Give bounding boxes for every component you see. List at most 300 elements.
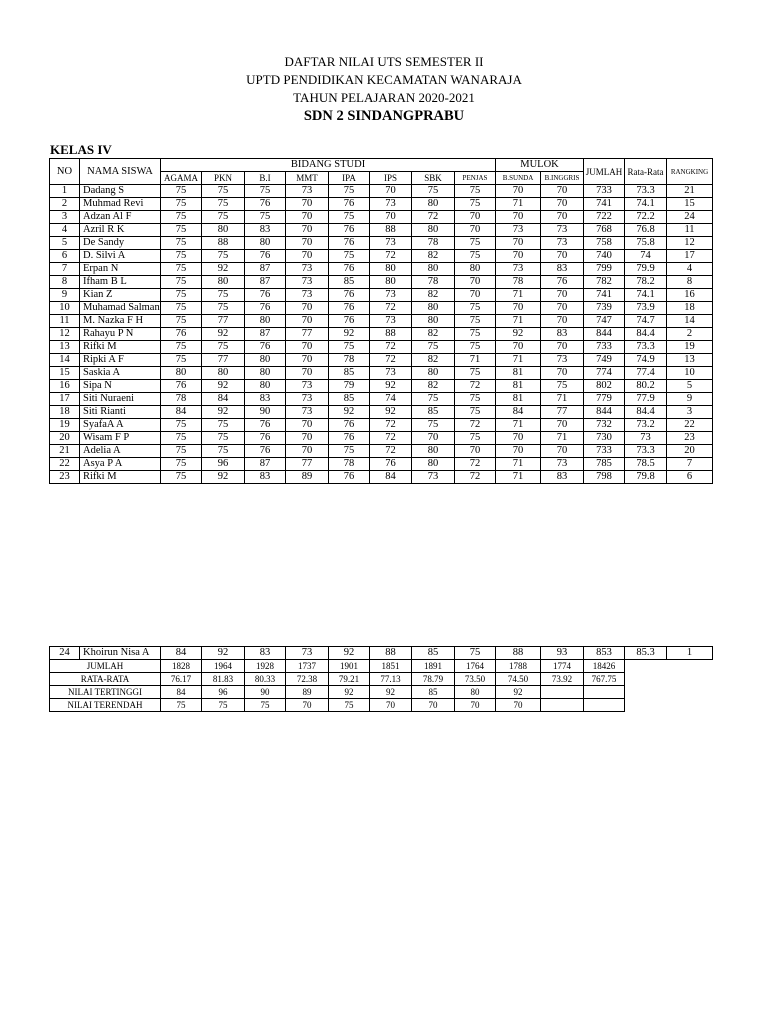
table-cell: 70 xyxy=(496,302,541,315)
table-cell: 75 xyxy=(245,185,286,198)
table-cell: 83 xyxy=(541,328,584,341)
table-cell: 9 xyxy=(50,289,80,302)
table-cell: 75 xyxy=(202,419,245,432)
table-row xyxy=(50,393,713,406)
table-cell: 6 xyxy=(50,250,80,263)
table-cell: 8 xyxy=(667,276,713,289)
table-cell: 75 xyxy=(412,185,455,198)
student-name: Khoirun Nisa A xyxy=(80,647,161,660)
table-cell: 75 xyxy=(161,432,202,445)
table-cell: 14 xyxy=(667,315,713,328)
table-cell: 80 xyxy=(412,445,455,458)
table-cell: 92 xyxy=(202,263,245,276)
table-cell: 75 xyxy=(161,445,202,458)
summary-cell xyxy=(584,686,625,699)
table-row xyxy=(50,380,713,393)
table-cell: 70 xyxy=(412,432,455,445)
table-cell: 82 xyxy=(412,354,455,367)
summary-cell: 73.50 xyxy=(455,673,496,686)
table-cell: 768 xyxy=(584,224,625,237)
table-cell: 24 xyxy=(667,211,713,224)
summary-row xyxy=(50,699,713,712)
table-cell: 73 xyxy=(286,263,329,276)
summary-cell: 1828 xyxy=(161,660,202,673)
table-cell: 732 xyxy=(584,419,625,432)
table-cell: 75 xyxy=(202,211,245,224)
table-cell: 87 xyxy=(245,458,286,471)
table-cell: 96 xyxy=(202,458,245,471)
table-cell: 88 xyxy=(202,237,245,250)
table-cell: 87 xyxy=(245,328,286,341)
table-cell: 4 xyxy=(50,224,80,237)
table-cell: 15 xyxy=(667,198,713,211)
table-cell: 70 xyxy=(541,419,584,432)
table-row xyxy=(50,458,713,471)
table-row xyxy=(50,250,713,263)
table-cell: 83 xyxy=(245,224,286,237)
table-cell: 77 xyxy=(202,354,245,367)
table-cell: 10 xyxy=(50,302,80,315)
header-subject-bsunda: B.SUNDA xyxy=(496,172,541,185)
header-subject-agama: AGAMA xyxy=(161,172,202,185)
table-cell: 733 xyxy=(584,445,625,458)
table-row xyxy=(50,315,713,328)
table-cell: 75 xyxy=(245,211,286,224)
table-cell: 18 xyxy=(50,406,80,419)
table-cell: 75 xyxy=(202,302,245,315)
table-cell: 80 xyxy=(245,354,286,367)
empty-cell xyxy=(667,686,713,699)
school-name: SDN 2 SINDANGPRABU xyxy=(303,108,465,124)
table-cell: 73 xyxy=(370,315,412,328)
table-cell: 76 xyxy=(370,458,412,471)
header-subject-bi: B.I xyxy=(245,172,286,185)
student-name: De Sandy xyxy=(80,237,161,250)
table-cell: 76 xyxy=(329,237,370,250)
table-cell: 72 xyxy=(370,432,412,445)
summary-cell: 1788 xyxy=(496,660,541,673)
table-cell: 81 xyxy=(496,380,541,393)
title-line-1: DAFTAR NILAI UTS SEMESTER II xyxy=(284,54,484,69)
table-cell: 75 xyxy=(412,341,455,354)
table-cell: 73.2 xyxy=(625,419,667,432)
summary-cell: 1964 xyxy=(202,660,245,673)
table-cell: 71 xyxy=(496,471,541,484)
table-cell: 22 xyxy=(50,458,80,471)
table-cell: 733 xyxy=(584,185,625,198)
table-cell: 90 xyxy=(245,406,286,419)
table-cell: 18 xyxy=(667,302,713,315)
table-cell: 75 xyxy=(161,250,202,263)
header-jumlah: JUMLAH xyxy=(584,159,625,185)
empty-cell xyxy=(667,699,713,712)
empty-cell xyxy=(667,673,713,686)
table-cell: 70 xyxy=(286,367,329,380)
table-cell: 74.9 xyxy=(625,354,667,367)
summary-cell: 74.50 xyxy=(496,673,541,686)
student-name: Rifki M xyxy=(80,341,161,354)
table-cell: 73 xyxy=(286,406,329,419)
table-cell: 70 xyxy=(286,224,329,237)
table-cell: 92 xyxy=(370,380,412,393)
table-cell: 73 xyxy=(286,289,329,302)
table-cell: 13 xyxy=(667,354,713,367)
table-cell: 75 xyxy=(161,302,202,315)
table-cell: 80 xyxy=(370,263,412,276)
header-subject-penjas: PENJAS xyxy=(455,172,496,185)
table-cell: 70 xyxy=(496,341,541,354)
table-cell: 70 xyxy=(286,419,329,432)
table-cell: 75 xyxy=(541,380,584,393)
table-cell: 747 xyxy=(584,315,625,328)
table-cell: 81 xyxy=(496,393,541,406)
table-cell: 21 xyxy=(667,185,713,198)
table-cell: 774 xyxy=(584,367,625,380)
table-cell: 85.3 xyxy=(625,647,667,660)
table-cell: 21 xyxy=(50,445,80,458)
table-cell: 70 xyxy=(541,315,584,328)
title-line-2: UPTD PENDIDIKAN KECAMATAN WANARAJA xyxy=(246,72,522,87)
summary-cell: 75 xyxy=(245,699,286,712)
table-cell: 76 xyxy=(245,289,286,302)
table-cell: 71 xyxy=(541,393,584,406)
table-cell: 798 xyxy=(584,471,625,484)
student-name: M. Nazka F H xyxy=(80,315,161,328)
student-name: Adelia A xyxy=(80,445,161,458)
table-cell: 73 xyxy=(541,237,584,250)
table-cell: 73.3 xyxy=(625,445,667,458)
table-cell: 71 xyxy=(496,419,541,432)
table-cell: 70 xyxy=(541,211,584,224)
table-cell: 70 xyxy=(496,185,541,198)
table-cell: 75 xyxy=(161,289,202,302)
table-cell: 19 xyxy=(667,341,713,354)
table-cell: 9 xyxy=(667,393,713,406)
table-cell: 70 xyxy=(541,250,584,263)
student-name: D. Silvi A xyxy=(80,250,161,263)
summary-cell xyxy=(584,699,625,712)
student-name: Kian Z xyxy=(80,289,161,302)
table-cell: 70 xyxy=(455,224,496,237)
student-name: Erpan N xyxy=(80,263,161,276)
table-cell: 82 xyxy=(412,289,455,302)
table-cell: 733 xyxy=(584,341,625,354)
table-cell: 80 xyxy=(412,315,455,328)
table-cell: 92 xyxy=(202,471,245,484)
table-cell: 71 xyxy=(496,354,541,367)
student-name: Wisam F P xyxy=(80,432,161,445)
table-cell: 73 xyxy=(370,289,412,302)
summary-cell: 79.21 xyxy=(329,673,370,686)
class-label: KELAS IV xyxy=(50,142,112,157)
table-cell: 72 xyxy=(370,302,412,315)
table-cell: 76 xyxy=(245,250,286,263)
table-cell: 76 xyxy=(245,198,286,211)
table-cell: 76 xyxy=(245,341,286,354)
table-cell: 75 xyxy=(161,237,202,250)
table-cell: 77 xyxy=(202,315,245,328)
table-cell: 80 xyxy=(412,224,455,237)
table-cell: 76 xyxy=(329,289,370,302)
table-cell: 77.4 xyxy=(625,367,667,380)
table-cell: 70 xyxy=(455,276,496,289)
header-subject-ipa: IPA xyxy=(329,172,370,185)
summary-cell: 767.75 xyxy=(584,673,625,686)
table-cell: 72 xyxy=(370,354,412,367)
table-cell: 70 xyxy=(541,198,584,211)
table-cell: 75 xyxy=(161,419,202,432)
summary-cell: 1774 xyxy=(541,660,584,673)
table-cell: 83 xyxy=(245,471,286,484)
table-cell: 82 xyxy=(412,380,455,393)
table-cell: 76 xyxy=(329,315,370,328)
empty-cell xyxy=(667,660,713,673)
table-cell: 82 xyxy=(412,328,455,341)
table-cell: 70 xyxy=(496,445,541,458)
table-cell: 72 xyxy=(370,445,412,458)
table-cell: 749 xyxy=(584,354,625,367)
table-cell: 75 xyxy=(161,198,202,211)
table-row xyxy=(50,263,713,276)
table-cell: 79.9 xyxy=(625,263,667,276)
table-cell: 85 xyxy=(329,393,370,406)
table-cell: 76 xyxy=(161,380,202,393)
table-cell: 844 xyxy=(584,406,625,419)
table-cell: 80 xyxy=(412,367,455,380)
table-cell: 75 xyxy=(455,198,496,211)
table-cell: 80 xyxy=(202,224,245,237)
table-cell: 7 xyxy=(50,263,80,276)
summary-cell xyxy=(541,699,584,712)
table-cell: 16 xyxy=(50,380,80,393)
summary-cell: 1928 xyxy=(245,660,286,673)
table-cell: 92 xyxy=(202,406,245,419)
header-subject-binggris: B.INGGRIS xyxy=(541,172,584,185)
header-bidang-studi: BIDANG STUDI xyxy=(161,159,496,172)
table-row xyxy=(50,211,713,224)
table-cell: 76 xyxy=(161,328,202,341)
summary-cell: 1851 xyxy=(370,660,412,673)
summary-cell: 84 xyxy=(161,686,202,699)
table-cell: 76 xyxy=(329,224,370,237)
table-cell: 76 xyxy=(329,302,370,315)
table-cell: 78 xyxy=(329,354,370,367)
table-cell: 70 xyxy=(541,367,584,380)
summary-cell: 18426 xyxy=(584,660,625,673)
table-cell: 70 xyxy=(286,432,329,445)
header-rata-rata: Rata-Rata xyxy=(625,159,667,185)
table-cell: 76 xyxy=(329,471,370,484)
header-rangking: RANGKING xyxy=(667,159,713,185)
summary-cell: 1764 xyxy=(455,660,496,673)
table-cell: 80 xyxy=(370,276,412,289)
table-cell: 88 xyxy=(370,224,412,237)
table-cell: 87 xyxy=(245,276,286,289)
table-cell: 72 xyxy=(370,250,412,263)
table-cell: 80 xyxy=(245,367,286,380)
table-cell: 741 xyxy=(584,198,625,211)
table-cell: 73 xyxy=(496,224,541,237)
summary-cell: 1901 xyxy=(329,660,370,673)
table-row xyxy=(50,198,713,211)
table-cell: 73 xyxy=(286,393,329,406)
empty-cell xyxy=(625,660,667,673)
table-cell: 75 xyxy=(412,393,455,406)
table-cell: 2 xyxy=(50,198,80,211)
summary-cell: 96 xyxy=(202,686,245,699)
table-cell: 70 xyxy=(286,302,329,315)
table-cell: 2 xyxy=(667,328,713,341)
table-cell: 16 xyxy=(667,289,713,302)
summary-cell: 76.17 xyxy=(161,673,202,686)
table-cell: 75 xyxy=(202,432,245,445)
table-cell: 70 xyxy=(286,250,329,263)
summary-cell: 80.33 xyxy=(245,673,286,686)
summary-row xyxy=(50,673,713,686)
table-cell: 92 xyxy=(202,647,245,660)
table-cell: 75 xyxy=(455,315,496,328)
summary-cell: 70 xyxy=(286,699,329,712)
table-cell: 799 xyxy=(584,263,625,276)
table-cell: 75 xyxy=(455,432,496,445)
summary-label: JUMLAH xyxy=(50,660,161,673)
summary-cell: 85 xyxy=(412,686,455,699)
table-cell: 76 xyxy=(541,276,584,289)
table-cell: 82 xyxy=(412,250,455,263)
table-cell: 73.3 xyxy=(625,341,667,354)
table-cell: 75 xyxy=(329,250,370,263)
table-cell: 76 xyxy=(245,445,286,458)
table-cell: 722 xyxy=(584,211,625,224)
table-cell: 75 xyxy=(329,185,370,198)
table-row xyxy=(50,367,713,380)
empty-cell xyxy=(625,673,667,686)
table-cell: 80 xyxy=(412,263,455,276)
table-cell: 88 xyxy=(370,647,412,660)
table-cell: 83 xyxy=(541,263,584,276)
table-cell: 72 xyxy=(455,419,496,432)
table-cell: 75 xyxy=(329,211,370,224)
table-cell: 17 xyxy=(50,393,80,406)
table-cell: 73 xyxy=(496,263,541,276)
summary-cell: 70 xyxy=(496,699,541,712)
table-cell: 844 xyxy=(584,328,625,341)
table-cell: 80 xyxy=(202,367,245,380)
table-cell: 75 xyxy=(455,302,496,315)
table-cell: 73 xyxy=(541,224,584,237)
summary-cell: 75 xyxy=(329,699,370,712)
table-cell: 72.2 xyxy=(625,211,667,224)
table-cell: 84.4 xyxy=(625,328,667,341)
table-cell: 70 xyxy=(496,237,541,250)
table-cell: 73 xyxy=(412,471,455,484)
table-row xyxy=(50,328,713,341)
table-cell: 73 xyxy=(286,276,329,289)
summary-row xyxy=(50,686,713,699)
table-cell: 88 xyxy=(370,328,412,341)
table-cell: 75 xyxy=(455,250,496,263)
table-cell: 74.1 xyxy=(625,289,667,302)
table-cell: 75 xyxy=(161,471,202,484)
table-cell: 5 xyxy=(50,237,80,250)
student-name: Siti Nuraeni xyxy=(80,393,161,406)
table-cell: 72 xyxy=(455,380,496,393)
student-name: Saskia A xyxy=(80,367,161,380)
table-cell: 74.7 xyxy=(625,315,667,328)
table-cell: 11 xyxy=(667,224,713,237)
summary-cell: 92 xyxy=(370,686,412,699)
table-cell: 75 xyxy=(161,315,202,328)
table-cell: 71 xyxy=(541,432,584,445)
table-cell: 3 xyxy=(667,406,713,419)
table-cell: 11 xyxy=(50,315,80,328)
empty-cell xyxy=(625,699,667,712)
table-cell: 24 xyxy=(50,647,80,660)
summary-cell: 81.83 xyxy=(202,673,245,686)
table-cell: 92 xyxy=(202,380,245,393)
table-cell: 740 xyxy=(584,250,625,263)
table-cell: 10 xyxy=(667,367,713,380)
table-cell: 72 xyxy=(370,341,412,354)
table-cell: 75.8 xyxy=(625,237,667,250)
student-name: SyafaA A xyxy=(80,419,161,432)
table-row xyxy=(50,354,713,367)
table-cell: 75 xyxy=(161,263,202,276)
table-cell: 730 xyxy=(584,432,625,445)
student-name: Muhmad Revi xyxy=(80,198,161,211)
table-row xyxy=(50,289,713,302)
table-row xyxy=(50,341,713,354)
table-cell: 80 xyxy=(245,380,286,393)
summary-cell: 72.38 xyxy=(286,673,329,686)
table-cell: 75 xyxy=(202,185,245,198)
summary-cell: 77.13 xyxy=(370,673,412,686)
student-name: Ifham B L xyxy=(80,276,161,289)
table-cell: 77 xyxy=(286,458,329,471)
summary-table xyxy=(49,646,713,712)
table-cell: 785 xyxy=(584,458,625,471)
table-cell: 758 xyxy=(584,237,625,250)
table-cell: 72 xyxy=(370,419,412,432)
summary-cell: 1891 xyxy=(412,660,455,673)
table-cell: 75 xyxy=(455,328,496,341)
table-row xyxy=(50,185,713,198)
table-cell: 70 xyxy=(455,289,496,302)
table-cell: 75 xyxy=(455,393,496,406)
table-cell: 70 xyxy=(370,211,412,224)
student-name: Siti Rianti xyxy=(80,406,161,419)
table-cell: 75 xyxy=(455,406,496,419)
table-cell: 77 xyxy=(541,406,584,419)
summary-cell: 70 xyxy=(370,699,412,712)
table-cell: 8 xyxy=(50,276,80,289)
table-row xyxy=(50,276,713,289)
table-cell: 782 xyxy=(584,276,625,289)
table-row xyxy=(50,302,713,315)
table-cell: 7 xyxy=(667,458,713,471)
table-cell: 802 xyxy=(584,380,625,393)
table-cell: 75 xyxy=(202,289,245,302)
table-cell: 92 xyxy=(329,406,370,419)
table-cell: 70 xyxy=(541,302,584,315)
table-cell: 80 xyxy=(245,237,286,250)
table-cell: 75 xyxy=(202,445,245,458)
student-name: Muhamad Salman xyxy=(80,302,161,315)
table-cell: 84 xyxy=(202,393,245,406)
table-cell: 92 xyxy=(329,328,370,341)
summary-cell: 89 xyxy=(286,686,329,699)
table-cell: 80 xyxy=(161,367,202,380)
